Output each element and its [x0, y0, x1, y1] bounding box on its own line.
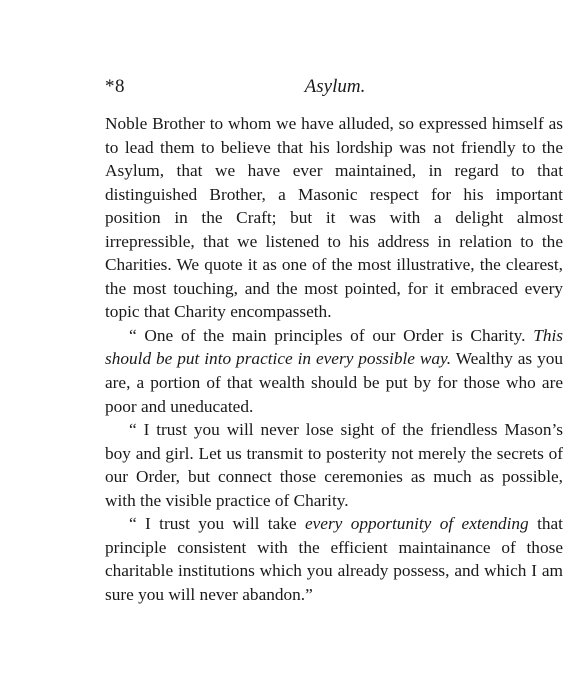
paragraph-4-text-a: “ I trust you will take	[129, 514, 305, 534]
paragraph-2-text-a: “ One of the main principles of our Order is Charity.	[129, 325, 534, 345]
paragraph-4-italic: every opportunity of extending	[304, 514, 529, 534]
paragraph-2	[105, 324, 563, 418]
paragraph-3-text: “ I trust you will never lose sight of the friendless Mason’s boy and girl. Let us transmit to posterity not merely the secrets of our Order, but connect those ceremonies as much as possible, with the visible practice of Charity.	[105, 420, 563, 510]
paragraph-2-text-b: Wealthy as you are, a portion of that wealth should be put by for those who are poor and uneducated.	[105, 349, 564, 416]
body-text	[105, 112, 563, 606]
paragraph-3	[105, 418, 563, 512]
running-head: Asylum.	[304, 76, 366, 97]
page-header	[105, 76, 565, 100]
paragraph-4-text-b: that principle consistent with the efficient maintainance of those charitable institutions which you already possess, and which I am sure you will never abandon.”	[105, 514, 563, 604]
paragraph-2-italic: This should be put into practice in every possible way.	[105, 325, 563, 369]
paragraph-1	[105, 112, 563, 324]
paragraph-4	[105, 512, 563, 606]
page-number: *8	[105, 76, 125, 97]
paragraph-1-text: Noble Brother to whom we have alluded, so expressed himself as to lead them to believe that his lordship was not friendly to the Asylum, that we have ever maintained, in regard to that distinguished Brother, a Masonic respect for his important position in the Craft; but it was with a delight almost irrepressible, that we listened to his address in relation to the Charities. We quote it as one of the most illustrative, the clearest, the most touching, and the most pointed, for it embraced every topic that Charity encompasseth.	[105, 114, 563, 322]
